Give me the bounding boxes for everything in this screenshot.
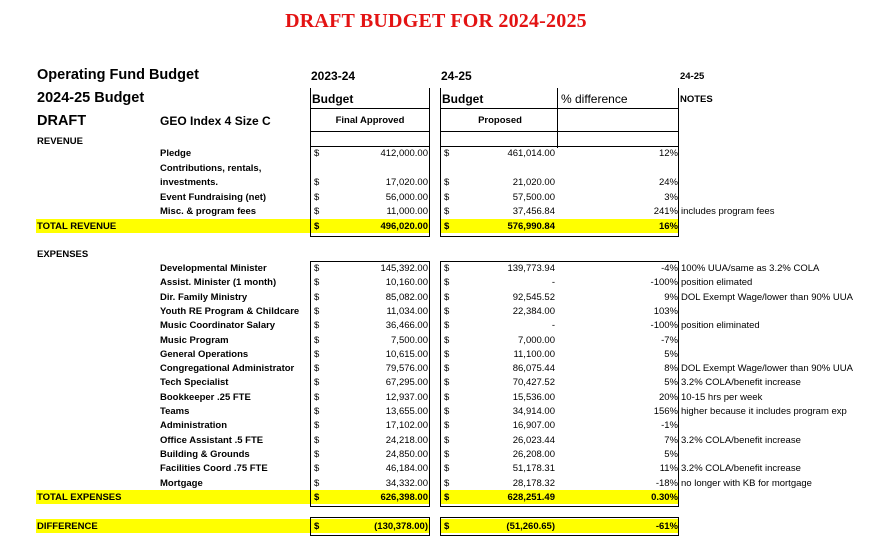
expense-row-2-pct-diff: -100% [650, 277, 678, 289]
expense-row-7-currency-1: $ [314, 348, 320, 360]
expense-row-11-currency-1: $ [314, 406, 320, 417]
expense-row-15-value-2023-24: 46,184.00 [385, 463, 428, 475]
expense-row-4-value-2023-24: 11,034.00 [386, 305, 428, 317]
expense-row-11-pct-diff: 156% [653, 406, 678, 417]
expense-row-5-value-2023-24: 36,466.00 [385, 320, 428, 332]
expense-row-4-currency-2: $ [444, 305, 450, 317]
grid-v-y2-left-top [440, 88, 441, 237]
grid-h-y2-proposed [440, 131, 679, 132]
expense-row-11-note: higher because it includes program exp [681, 406, 847, 417]
revenue-row-4-value-2024-25: 57,500.00 [512, 191, 555, 203]
expense-row-7-value-2023-24: 10,615.00 [385, 348, 428, 360]
revenue-row-5-value-2024-25: 37,456.84 [512, 206, 555, 217]
expense-row-1-pct-diff: -4% [661, 263, 678, 274]
revenue-row-2-label: Contributions, rentals, [160, 162, 262, 174]
revenue-row-5-value-2023-24: 11,000.00 [386, 206, 428, 217]
expense-row-11-currency-2: $ [444, 406, 450, 417]
difference-pct-diff: -61% [655, 521, 678, 532]
total-expenses-currency-2: $ [444, 492, 450, 503]
grid-h-y1-diff-bottom [310, 535, 430, 536]
grid-h-y2-exp-bottom [440, 506, 679, 507]
revenue-row-3-value-2023-24: 17,020.00 [385, 177, 428, 188]
total-revenue-currency-1: $ [314, 221, 320, 232]
expense-row-13-label: Office Assistant .5 FTE [160, 434, 264, 446]
expense-row-15-label: Facilities Coord .75 FTE [160, 463, 268, 475]
expense-row-3-pct-diff: 9% [664, 291, 678, 303]
grid-h-y1-top [310, 146, 430, 147]
grid-h-y2-rev-bottom [440, 236, 679, 237]
revenue-row-5-pct-diff: 241% [653, 206, 678, 217]
page-title: DRAFT BUDGET FOR 2024-2025 [285, 10, 587, 32]
expense-row-9-note: 3.2% COLA/benefit increase [681, 377, 801, 389]
expense-row-3-label: Dir. Family Ministry [160, 291, 248, 303]
grid-h-y2-diff-bottom [440, 535, 679, 536]
expense-row-10-value-2024-25: 15,536.00 [512, 391, 555, 403]
expense-row-12-label: Administration [160, 420, 228, 432]
expense-row-12-value-2024-25: 16,907.00 [512, 420, 555, 432]
expense-row-10-currency-2: $ [444, 391, 450, 403]
expense-row-4-label: Youth RE Program & Childcare [160, 305, 300, 317]
expense-row-3-currency-1: $ [314, 291, 320, 303]
expense-row-13-value-2024-25: 26,023.44 [512, 434, 555, 446]
final-approved-label: Final Approved [335, 115, 405, 126]
total-revenue-label: TOTAL REVENUE [37, 221, 117, 232]
revenue-row-1-pct-diff: 12% [658, 148, 678, 159]
expense-row-15-value-2024-25: 51,178.31 [512, 463, 555, 475]
expense-row-15-pct-diff: 11% [659, 463, 678, 475]
expense-row-6-value-2023-24: 7,500.00 [391, 334, 428, 346]
total-revenue-currency-2: $ [444, 221, 450, 232]
grid-v-pct-right-exp [678, 261, 679, 507]
expense-row-8-currency-1: $ [314, 363, 320, 375]
expense-row-2-note: position elimated [681, 277, 753, 289]
revenue-row-4-label: Event Fundraising (net) [160, 191, 267, 203]
draft-label: DRAFT [37, 113, 87, 129]
expense-row-3-currency-2: $ [444, 291, 450, 303]
grid-v-pct-right-diff [678, 517, 679, 535]
expense-row-8-value-2024-25: 86,075.44 [512, 363, 555, 375]
expense-row-16-label: Mortgage [160, 477, 203, 489]
expense-row-4-value-2024-25: 22,384.00 [512, 305, 555, 317]
expense-row-15-currency-1: $ [314, 463, 320, 475]
expense-row-6-currency-2: $ [444, 334, 450, 346]
expense-row-9-label: Tech Specialist [160, 377, 229, 389]
revenue-row-4-value-2023-24: 56,000.00 [385, 191, 428, 203]
expense-row-16-value-2024-25: 28,178.32 [512, 477, 555, 489]
expense-row-1-value-2024-25: 139,773.94 [507, 263, 555, 274]
expense-row-10-note: 10-15 hrs per week [681, 391, 763, 403]
budget-year-title: 2024-25 Budget [37, 90, 145, 106]
expense-row-9-pct-diff: 5% [664, 377, 678, 389]
expense-row-1-value-2023-24: 145,392.00 [380, 263, 428, 274]
expense-row-11-value-2024-25: 34,914.00 [512, 406, 555, 417]
difference-currency-2: $ [444, 521, 450, 532]
revenue-row-1-currency-2: $ [444, 148, 450, 159]
revenue-row-4-currency-1: $ [314, 191, 320, 203]
expense-row-10-value-2023-24: 12,937.00 [385, 391, 428, 403]
grid-h-y1-diff-top [310, 517, 430, 518]
revenue-row-3-value-2024-25: 21,020.00 [512, 177, 555, 188]
revenue-row-5-note: includes program fees [681, 206, 775, 217]
revenue-row-5-currency-1: $ [314, 206, 320, 217]
expense-row-10-pct-diff: 20% [658, 391, 678, 403]
expense-row-12-value-2023-24: 17,102.00 [385, 420, 428, 432]
grid-h-y1-budget [310, 108, 430, 109]
expense-row-11-label: Teams [160, 406, 190, 417]
grid-v-y1-left-top [310, 88, 311, 237]
revenue-row-1-currency-1: $ [314, 148, 320, 159]
expense-row-2-value-2024-25: - [551, 277, 555, 289]
expense-row-5-pct-diff: -100% [650, 320, 678, 332]
column-year-notes: 24-25 [680, 71, 705, 82]
expense-row-14-value-2024-25: 26,208.00 [512, 448, 555, 460]
expense-row-8-currency-2: $ [444, 363, 450, 375]
expense-row-14-pct-diff: 5% [664, 448, 678, 460]
fund-title: Operating Fund Budget [37, 67, 199, 83]
revenue-row-1-value-2023-24: 412,000.00 [380, 148, 428, 159]
difference-currency-1: $ [314, 521, 320, 532]
expense-row-11-value-2023-24: 13,655.00 [385, 406, 428, 417]
expense-row-2-value-2023-24: 10,160.00 [385, 277, 428, 289]
expense-row-9-currency-2: $ [444, 377, 450, 389]
geo-index-label: GEO Index 4 Size C [160, 114, 271, 128]
expense-row-16-currency-1: $ [314, 477, 320, 489]
revenue-row-3-pct-diff: 24% [658, 177, 678, 188]
expense-row-6-currency-1: $ [314, 334, 320, 346]
total-revenue-value-2023-24: 496,020.00 [380, 221, 428, 232]
expense-row-16-pct-diff: -18% [655, 477, 678, 489]
expense-row-1-note: 100% UUA/same as 3.2% COLA [681, 263, 820, 274]
grid-v-y1-left-exp [310, 261, 311, 507]
expense-row-15-currency-2: $ [444, 463, 450, 475]
expense-row-5-currency-1: $ [314, 320, 320, 332]
expense-row-2-currency-2: $ [444, 277, 450, 289]
budget-header-1: Budget [312, 92, 354, 106]
expense-row-5-currency-2: $ [444, 320, 450, 332]
revenue-heading: REVENUE [37, 136, 83, 147]
total-expenses-pct-diff: 0.30% [651, 492, 678, 503]
expense-row-1-currency-2: $ [444, 263, 450, 274]
grid-v-y2-left-diff [440, 517, 441, 535]
expense-row-3-value-2023-24: 85,082.00 [385, 291, 428, 303]
difference-value-2023-24: (130,378.00) [374, 521, 428, 532]
expense-row-14-currency-2: $ [444, 448, 450, 460]
grid-v-y2-right-top [557, 88, 558, 148]
expense-row-8-value-2023-24: 79,576.00 [385, 363, 428, 375]
revenue-row-3-currency-1: $ [314, 177, 320, 188]
expense-row-3-note: DOL Exempt Wage/lower than 90% UUA [681, 291, 853, 303]
expense-row-4-pct-diff: 103% [653, 305, 678, 317]
expense-row-9-currency-1: $ [314, 377, 320, 389]
expense-row-7-currency-2: $ [444, 348, 450, 360]
expense-row-16-currency-2: $ [444, 477, 450, 489]
expense-row-9-value-2024-25: 70,427.52 [512, 377, 555, 389]
grid-h-y2-top [440, 146, 679, 147]
grid-h-y2-exp-top [440, 261, 679, 262]
expense-row-8-pct-diff: 8% [664, 363, 678, 375]
expense-row-13-note: 3.2% COLA/benefit increase [681, 434, 801, 446]
expense-row-4-currency-1: $ [314, 305, 320, 317]
expense-row-1-label: Developmental Minister [160, 263, 267, 274]
grid-h-y2-budget [440, 108, 679, 109]
expense-row-1-currency-1: $ [314, 263, 320, 274]
total-revenue-pct-diff: 16% [658, 221, 678, 232]
expense-row-6-pct-diff: -7% [661, 334, 678, 346]
revenue-row-5-label: Misc. & program fees [160, 206, 257, 217]
pct-difference-header: % difference [561, 92, 628, 106]
expense-row-14-currency-1: $ [314, 448, 320, 460]
grid-v-y1-right-top [429, 88, 430, 237]
expense-row-2-currency-1: $ [314, 277, 320, 289]
grid-v-pct-right-top [678, 88, 679, 237]
expense-row-7-label: General Operations [160, 348, 249, 360]
difference-label: DIFFERENCE [37, 521, 98, 532]
expense-row-2-label: Assist. Minister (1 month) [160, 277, 277, 289]
revenue-row-4-pct-diff: 3% [664, 191, 678, 203]
expense-row-12-currency-1: $ [314, 420, 320, 432]
total-expenses-label: TOTAL EXPENSES [37, 492, 122, 503]
grid-v-y2-left-exp [440, 261, 441, 507]
revenue-row-5-currency-2: $ [444, 206, 450, 217]
revenue-row-1-value-2024-25: 461,014.00 [507, 148, 555, 159]
expense-row-13-value-2023-24: 24,218.00 [385, 434, 428, 446]
total-expenses-value-2024-25: 628,251.49 [507, 492, 555, 503]
expense-row-7-pct-diff: 5% [664, 348, 678, 360]
expense-row-14-label: Building & Grounds [160, 448, 250, 460]
revenue-row-1-label: Pledge [160, 148, 192, 159]
expense-row-10-currency-1: $ [314, 391, 320, 403]
expenses-heading: EXPENSES [37, 249, 89, 260]
grid-h-y1-rev-bottom [310, 236, 430, 237]
expense-row-12-currency-2: $ [444, 420, 450, 432]
grid-v-y1-right-exp [429, 261, 430, 507]
expense-row-8-note: DOL Exempt Wage/lower than 90% UUA [681, 363, 853, 375]
expense-row-12-pct-diff: -1% [661, 420, 678, 432]
expense-row-15-note: 3.2% COLA/benefit increase [681, 463, 801, 475]
expense-row-13-currency-2: $ [444, 434, 450, 446]
revenue-row-4-currency-2: $ [444, 191, 450, 203]
revenue-row-3-label: investments. [160, 177, 219, 188]
grid-v-y1-right-diff [429, 517, 430, 535]
expense-row-13-pct-diff: 7% [664, 434, 678, 446]
expense-row-16-note: no longer with KB for mortgage [681, 477, 812, 489]
grid-h-y1-final [310, 131, 430, 132]
difference-value-2024-25: (51,260.65) [506, 521, 555, 532]
expense-row-14-value-2023-24: 24,850.00 [385, 448, 428, 460]
expense-row-9-value-2023-24: 67,295.00 [385, 377, 428, 389]
grid-h-y1-exp-top [310, 261, 430, 262]
expense-row-5-note: position eliminated [681, 320, 760, 332]
expense-row-5-label: Music Coordinator Salary [160, 320, 276, 332]
budget-header-2: Budget [442, 92, 484, 106]
grid-v-y1-left-diff [310, 517, 311, 535]
revenue-row-3-currency-2: $ [444, 177, 450, 188]
notes-header: NOTES [680, 94, 713, 105]
grid-h-y1-exp-bottom [310, 506, 430, 507]
expense-row-3-value-2024-25: 92,545.52 [512, 291, 555, 303]
total-expenses-value-2023-24: 626,398.00 [380, 492, 428, 503]
expense-row-8-label: Congregational Administrator [160, 363, 295, 375]
total-expenses-currency-1: $ [314, 492, 320, 503]
grid-h-y2-diff-top [440, 517, 679, 518]
expense-row-6-value-2024-25: 7,000.00 [518, 334, 555, 346]
expense-row-13-currency-1: $ [314, 434, 320, 446]
expense-row-7-value-2024-25: 11,100.00 [513, 348, 555, 360]
column-year-24-25: 24-25 [441, 69, 472, 83]
expense-row-5-value-2024-25: - [551, 320, 555, 332]
expense-row-16-value-2023-24: 34,332.00 [385, 477, 428, 489]
expense-row-10-label: Bookkeeper .25 FTE [160, 391, 251, 403]
proposed-label: Proposed [478, 115, 522, 126]
total-revenue-value-2024-25: 576,990.84 [507, 221, 555, 232]
expense-row-6-label: Music Program [160, 334, 229, 346]
column-year-2023-24: 2023-24 [311, 69, 356, 83]
